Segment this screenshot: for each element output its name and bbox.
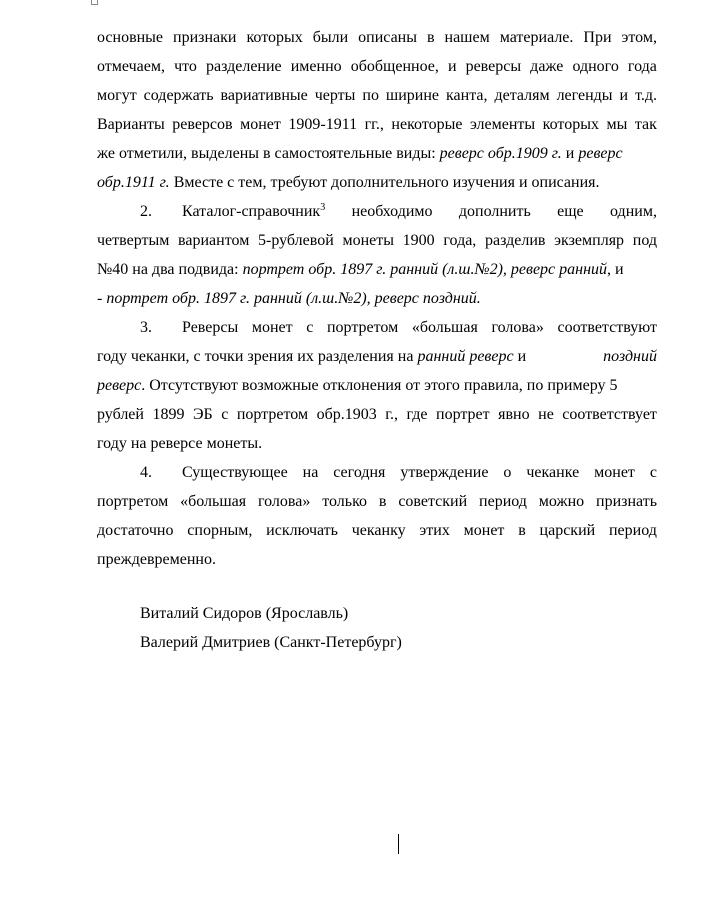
- italic-run: ранний реверс: [417, 348, 514, 365]
- word: которых: [246, 29, 303, 46]
- word: необходимо: [351, 203, 433, 220]
- text-line: [97, 284, 657, 313]
- word: голова»: [257, 493, 311, 510]
- text-line: [97, 110, 657, 139]
- italic-run: поздний: [603, 348, 657, 365]
- word: 1899: [152, 406, 185, 423]
- footnote-marker: 3: [320, 202, 326, 213]
- word: чеканку: [351, 522, 406, 539]
- word: материале.: [499, 29, 574, 46]
- italic-run: реверс: [578, 145, 623, 162]
- text-line: [97, 52, 657, 81]
- word: канта,: [446, 87, 488, 104]
- document-body: [97, 23, 657, 574]
- text-line: [182, 313, 657, 342]
- word: вариантом: [178, 232, 250, 249]
- word: Реверсы: [182, 319, 239, 336]
- word: ЭБ: [192, 406, 213, 423]
- word: можно: [538, 493, 585, 510]
- word: Существующее: [182, 464, 288, 481]
- text-line: [182, 197, 657, 226]
- word: портрет: [436, 406, 490, 423]
- word: монет: [240, 116, 281, 133]
- word: с: [306, 319, 314, 336]
- word: портретом: [236, 406, 309, 423]
- text-line: [97, 342, 657, 371]
- word: соответствуют: [557, 319, 657, 336]
- word: чеканке: [526, 464, 580, 481]
- word: могут: [97, 87, 137, 104]
- text-run: и: [561, 145, 579, 162]
- word: содержать: [143, 87, 214, 104]
- word: с: [221, 406, 229, 423]
- text-line: [97, 168, 657, 197]
- text-run: и: [513, 348, 527, 365]
- word: ширине: [385, 87, 440, 104]
- word: достаточно: [97, 522, 174, 539]
- list-number: 4.: [140, 464, 152, 481]
- word: период: [608, 522, 657, 539]
- text-run: . Отсутствуют возможные отклонения от этого правила, по примеру 5: [141, 377, 618, 394]
- word: одним,: [610, 203, 657, 220]
- word: рублей: [97, 406, 144, 423]
- word: этих: [419, 522, 450, 539]
- word: монет: [251, 319, 293, 336]
- word: только: [322, 493, 368, 510]
- word: монет: [594, 464, 635, 481]
- word: спорным,: [187, 522, 253, 539]
- word: реверсов: [172, 116, 233, 133]
- word: период: [479, 493, 527, 510]
- text-line: [97, 23, 657, 52]
- author-signature: Виталий Сидоров (Ярославль): [140, 605, 349, 622]
- text-run: №40 на два подвида:: [97, 261, 243, 278]
- word: 5-рублевой: [258, 232, 334, 249]
- word: разделив: [485, 232, 546, 249]
- word: описаны: [358, 29, 417, 46]
- word: царский: [539, 522, 596, 539]
- word: голова»: [491, 319, 544, 336]
- word: о: [503, 464, 512, 481]
- word: «большая: [180, 493, 247, 510]
- word: мы: [606, 116, 628, 133]
- word: исключать: [266, 522, 338, 539]
- word: соответствует: [562, 406, 657, 423]
- word: с: [649, 464, 657, 481]
- word: элементы: [469, 116, 536, 133]
- text-line: [97, 400, 657, 429]
- list-number: 2.: [140, 203, 152, 220]
- word: дополнить: [458, 203, 531, 220]
- word: нашем: [444, 29, 490, 46]
- list-item-4-first-line: [97, 458, 657, 487]
- word: 1900: [402, 232, 435, 249]
- word: разделение: [205, 58, 282, 75]
- text-line: [97, 516, 657, 545]
- word: утверждение: [400, 464, 489, 481]
- text-line: [97, 139, 657, 168]
- word: некоторые: [391, 116, 463, 133]
- word: сегодня: [333, 464, 386, 481]
- word: этом,: [621, 29, 657, 46]
- word: признать: [596, 493, 657, 510]
- word: что: [174, 58, 197, 75]
- word: 1909-1911: [288, 116, 358, 133]
- word: портретом: [97, 493, 169, 510]
- word: обр.1903: [316, 406, 377, 423]
- text-run: Вместе с тем, требуют дополнительного изучения и описания.: [169, 174, 600, 191]
- text-run: году чеканки, с точки зрения их разделения на: [97, 348, 418, 365]
- text-line: году на реверсе монеты.: [97, 435, 263, 452]
- word: обобщенное,: [350, 58, 439, 75]
- word: монеты: [342, 232, 394, 249]
- text-line: [182, 458, 657, 487]
- word: даже: [530, 58, 564, 75]
- list-item-2-first-line: [97, 197, 657, 226]
- word: портретом: [326, 319, 399, 336]
- word: явно: [498, 406, 530, 423]
- word: отмечаем,: [97, 58, 165, 75]
- word: так: [634, 116, 657, 133]
- word: советский: [398, 493, 468, 510]
- word: и: [619, 87, 629, 104]
- word: в: [426, 29, 435, 46]
- italic-run: реверс обр.1909 г.: [439, 145, 562, 162]
- list-item-3-first-line: [97, 313, 657, 342]
- text-line: преждевременно.: [97, 551, 216, 568]
- italic-run: обр.1911 г.: [97, 174, 170, 191]
- list-number: 3.: [140, 319, 152, 336]
- word: Варианты: [97, 116, 165, 133]
- word: которых: [542, 116, 599, 133]
- author-signature: Валерий Дмитриев (Санкт-Петербург): [140, 634, 402, 651]
- word: г.,: [385, 406, 398, 423]
- italic-run: реверс: [97, 377, 142, 394]
- word: гг.,: [364, 116, 384, 133]
- anchor-marker-icon: [91, 0, 98, 5]
- word: в: [518, 522, 526, 539]
- word: легенды: [556, 87, 613, 104]
- word: были: [312, 29, 349, 46]
- text-run: , и: [607, 261, 624, 278]
- word: года: [627, 58, 657, 75]
- word: «большая: [411, 319, 478, 336]
- signature-block: [140, 599, 402, 657]
- word: деталям: [494, 87, 550, 104]
- word: под: [632, 232, 657, 249]
- word: экземпляр: [554, 232, 625, 249]
- word: При: [583, 29, 612, 46]
- word: где: [406, 406, 428, 423]
- word: вариативные: [220, 87, 308, 104]
- text-line: [97, 487, 657, 516]
- word: на: [302, 464, 319, 481]
- text-run: же отметили, выделены в самостоятельные виды:: [97, 145, 440, 162]
- word: еще: [557, 203, 584, 220]
- word: Каталог-справочник$^3$: [182, 202, 326, 220]
- word: года,: [443, 232, 477, 249]
- text-line: [97, 81, 657, 110]
- word: признаки: [173, 29, 237, 46]
- word: в: [378, 493, 387, 510]
- word: основные: [97, 29, 164, 46]
- word: именно: [290, 58, 342, 75]
- word: реверсы: [465, 58, 522, 75]
- word: монет: [463, 522, 505, 539]
- text-cursor: [398, 834, 399, 854]
- text-line: [97, 226, 657, 255]
- text-line: [97, 371, 657, 400]
- italic-run: портрет обр. 1897 г. ранний (л.ш.№2), реверс ранний: [242, 261, 608, 278]
- text-line: [97, 255, 657, 284]
- word: т.д.: [635, 87, 657, 104]
- word: и: [447, 58, 457, 75]
- word: одного: [572, 58, 619, 75]
- italic-run: - портрет обр. 1897 г. ранний (л.ш.№2), реверс поздний.: [97, 290, 481, 307]
- word: черты: [314, 87, 356, 104]
- word: по: [362, 87, 379, 104]
- word: не: [538, 406, 554, 423]
- word: четвертым: [97, 232, 170, 249]
